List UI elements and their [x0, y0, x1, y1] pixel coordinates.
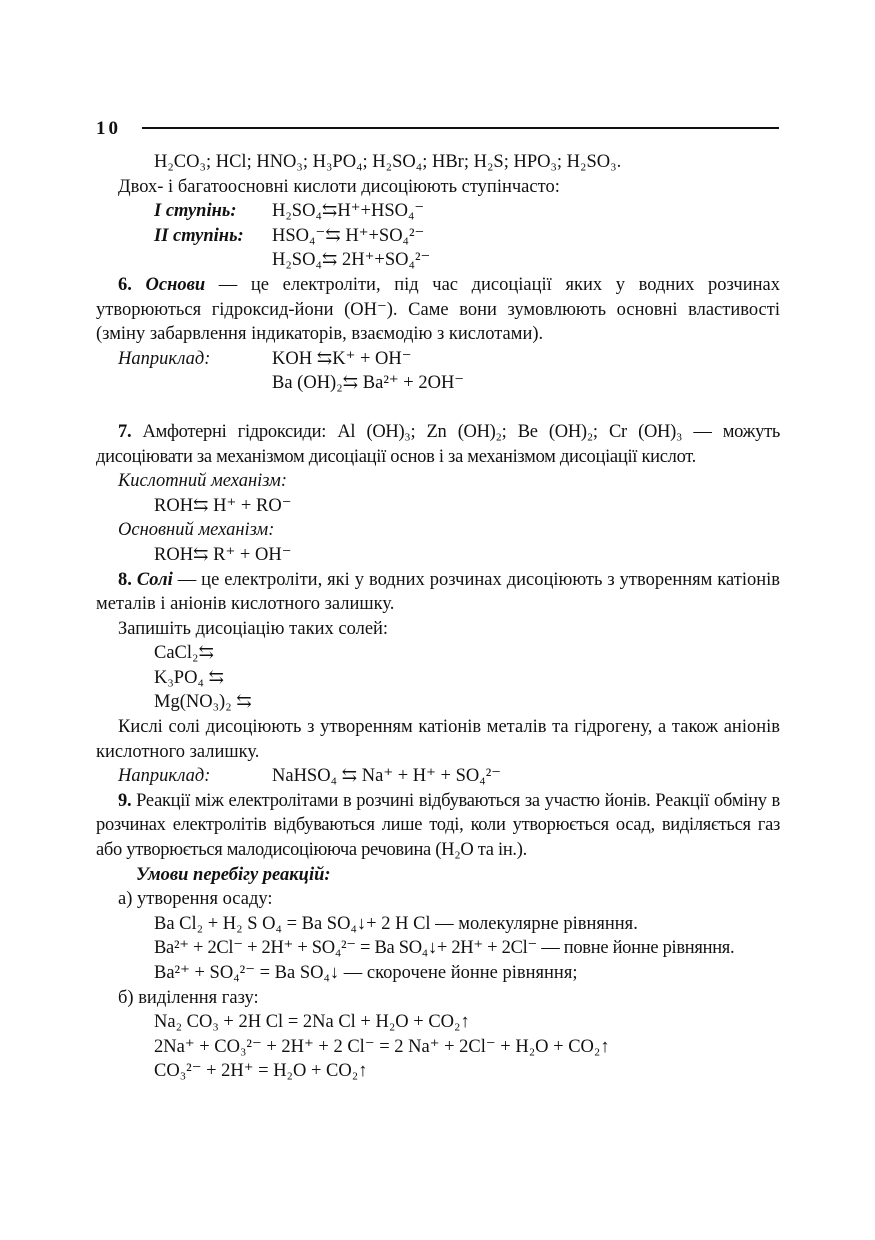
paragraph-number: 9. [118, 790, 132, 811]
gas-short-ionic-equation: CO₃²⁻ + 2H⁺ = H₂O + CO₂↑ [154, 1061, 368, 1082]
acid-mechanism-equation: ROH⇆ H⁺ + RO⁻ [154, 495, 292, 516]
example-label: Наприклад: [118, 348, 211, 369]
paragraph-number: 6. [118, 274, 132, 295]
step-one-row [96, 199, 780, 224]
bases-example-row-2 [96, 371, 780, 396]
nahso4-equation: NaHSO₄ ⇆ Na⁺ + H⁺ + SO₄²⁻ [272, 766, 502, 787]
paragraph-salts [96, 568, 780, 617]
step-two-label: II ступінь: [154, 225, 244, 246]
acid-mechanism-label: Кислотний механізм: [118, 471, 287, 492]
precipitate-subheading: а) утворення осаду: [118, 889, 273, 910]
step-one-label: I ступінь: [154, 201, 237, 222]
page-content [96, 150, 780, 1084]
precipitate-short-ionic-equation: Ba²⁺ + SO₄²⁻ = Ba SO₄↓ — скорочене йонне рівняння; [154, 963, 578, 983]
gas-full-ionic-equation: 2Na⁺ + CO₃²⁻ + 2H⁺ + 2 Cl⁻ = 2 Na⁺ + 2Cl⁻ + H₂O + CO₂↑ [154, 1036, 610, 1057]
paragraph-number: 8. [118, 569, 132, 590]
bases-example-row [96, 347, 780, 372]
base-mechanism-label: Основний механізм: [118, 520, 275, 541]
paragraph-bases [96, 273, 780, 347]
overall-equation: H₂SO₄⇆ 2H⁺+SO₄²⁻ [272, 250, 431, 271]
gas-subheading: б) виділення газу: [118, 987, 259, 1008]
gas-molecular-equation: Na₂ CO₃ + 2H Cl = 2Na Cl + H₂O + CO₂↑ [154, 1012, 470, 1033]
term-bases: Основи [145, 274, 206, 295]
page-header [96, 118, 779, 142]
step-one-equation: H₂SO₄⇆H⁺+HSO₄⁻ [272, 201, 425, 222]
salt-k3po4: K₃PO₄ ⇆ [154, 667, 225, 688]
salts-definition: — це електроліти, які у водних розчинах дисоціюють з утворенням катіонів металів і аніонів кислотного залишку. [96, 569, 780, 615]
stepwise-dissociation-line: Двох- і багатоосновні кислоти дисоціюють ступінчасто: [118, 176, 560, 197]
page-number: 10 [96, 118, 121, 139]
term-salts: Солі [136, 569, 173, 590]
koh-equation: KOH ⇆K⁺ + OH⁻ [272, 348, 412, 369]
precipitate-molecular-equation: Ba Cl₂ + H₂ S O₄ = Ba SO₄↓+ 2 H Cl — молекулярне рівняння. [154, 913, 638, 934]
salt-cacl2: CaCl₂⇆ [154, 643, 214, 664]
conditions-heading: Умови перебігу реакцій: [136, 864, 331, 885]
write-salts-instruction: Запишіть дисоціацію таких солей: [118, 618, 389, 639]
step-two-row [96, 224, 780, 249]
precipitate-full-ionic-equation: Ba²⁺ + 2Cl⁻ + 2H⁺ + SO₄²⁻ = Ba SO₄↓+ 2H⁺ + 2Cl⁻ — повне йонне рівняння. [154, 938, 735, 959]
overall-row [96, 248, 780, 273]
bases-definition: — це електроліти, під час дисоціації яких у водних розчинах утворюються гідроксид-йони (OH⁻). Саме вони зумовлюють основні властивості (зміну забарвлення індикаторів, взаємодію з кислотами). [96, 274, 780, 345]
example-label: Наприклад: [118, 766, 211, 787]
amphoteric-text: Амфотерні гідроксиди: Al (OH)₃; Zn (OH)₂; Be (OH)₂; Cr (OH)₃ — можуть дисоціювати за механізмом дисоціації основ і за механізмом дисоціації кислот. [96, 421, 780, 467]
paragraph-number: 7. [118, 421, 132, 442]
acid-salts-paragraph: Кислі солі дисоціюють з утворенням катіонів металів та гідрогену, а також аніонів кислотного залишку. [96, 717, 780, 762]
acid-formulas-line: H₂CO₃; HCl; HNO₃; H₃PO₄; H₂SO₄; HBr; H₂S; HPO₃; H₂SO₃. [154, 152, 622, 172]
paragraph-amphoteric [96, 420, 780, 469]
reactions-text: Реакції між електролітами в розчині відбуваються за участю йонів. Реакції обміну в розчинах електролітів відбуваються лише тоді, коли утворюється осад, виділяється газ або утворюється малодисоціююча речовина (H₂O та ін.). [96, 790, 780, 861]
baoh-equation: Ba (OH)₂⇆ Ba²⁺ + 2OH⁻ [272, 373, 465, 394]
step-two-equation: HSO₄⁻⇆ H⁺+SO₄²⁻ [272, 225, 425, 246]
salt-mgno32: Mg(NO₃)₂ ⇆ [154, 692, 252, 713]
base-mechanism-equation: ROH⇆ R⁺ + OH⁻ [154, 544, 292, 565]
paragraph-reactions [96, 789, 780, 863]
acid-salt-example-row [96, 764, 780, 789]
header-rule [142, 127, 779, 129]
